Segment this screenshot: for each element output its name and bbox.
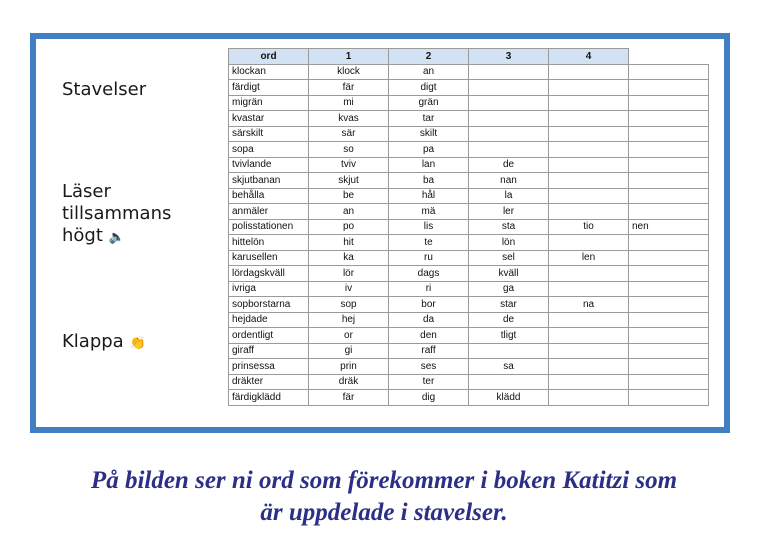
syllable-cell	[629, 343, 709, 359]
word-cell: särskilt	[229, 126, 309, 142]
word-cell: färdigklädd	[229, 390, 309, 406]
word-cell: lördagskväll	[229, 266, 309, 282]
syllable-cell: lis	[389, 219, 469, 235]
word-cell: skjutbanan	[229, 173, 309, 189]
table-row	[229, 173, 709, 189]
table-row	[229, 328, 709, 344]
syllable-cell: ru	[389, 250, 469, 266]
syllable-cell: ses	[389, 359, 469, 375]
syllable-cell: ter	[389, 374, 469, 390]
table-body	[229, 64, 709, 405]
syllable-cell	[629, 95, 709, 111]
table-row	[229, 80, 709, 96]
syllable-cell	[549, 188, 629, 204]
syllable-cell	[629, 142, 709, 158]
syllable-cell: tar	[389, 111, 469, 127]
syllable-cell: nen	[629, 219, 709, 235]
syllable-cell: lön	[469, 235, 549, 251]
syllable-cell: tio	[549, 219, 629, 235]
syllable-cell	[549, 343, 629, 359]
syllable-cell: fär	[309, 80, 389, 96]
syllable-cell: skilt	[389, 126, 469, 142]
syllable-cell	[629, 266, 709, 282]
syllable-cell	[629, 157, 709, 173]
word-cell: klockan	[229, 64, 309, 80]
syllable-cell: mä	[389, 204, 469, 220]
syllable-cell: raff	[389, 343, 469, 359]
word-cell: migrän	[229, 95, 309, 111]
syllable-cell	[629, 359, 709, 375]
syllable-cell	[469, 111, 549, 127]
word-cell: karusellen	[229, 250, 309, 266]
syllable-cell	[549, 266, 629, 282]
speaker-icon: 🔈	[108, 230, 126, 245]
word-cell: prinsessa	[229, 359, 309, 375]
table-row	[229, 235, 709, 251]
syllable-cell: klock	[309, 64, 389, 80]
syllable-cell: or	[309, 328, 389, 344]
syllable-cell	[549, 64, 629, 80]
syllable-cell: hit	[309, 235, 389, 251]
syllable-cell	[549, 390, 629, 406]
syllable-cell	[629, 312, 709, 328]
syllable-cell	[549, 157, 629, 173]
word-cell: sopborstarna	[229, 297, 309, 313]
label-klappa	[62, 331, 146, 355]
word-cell: sopa	[229, 142, 309, 158]
table-row	[229, 142, 709, 158]
syllable-cell	[549, 312, 629, 328]
syllable-cell: tviv	[309, 157, 389, 173]
table-row	[229, 266, 709, 282]
syllable-cell	[549, 359, 629, 375]
syllable-cell: klädd	[469, 390, 549, 406]
syllable-cell	[549, 235, 629, 251]
table-row	[229, 281, 709, 297]
syllable-cell	[629, 328, 709, 344]
label-laser-tillsammans	[62, 181, 171, 249]
syllable-cell	[469, 80, 549, 96]
word-cell: ordentligt	[229, 328, 309, 344]
syllable-cell	[549, 328, 629, 344]
syllable-cell: sa	[469, 359, 549, 375]
syllable-cell	[549, 142, 629, 158]
table-row	[229, 64, 709, 80]
word-cell: hittelön	[229, 235, 309, 251]
table-row	[229, 219, 709, 235]
image-frame	[30, 33, 730, 433]
syllable-cell	[629, 250, 709, 266]
syllable-cell: so	[309, 142, 389, 158]
syllable-cell: star	[469, 297, 549, 313]
syllable-cell	[549, 111, 629, 127]
table-row	[229, 204, 709, 220]
column-header-2: 2	[389, 49, 469, 65]
syllable-cell	[549, 126, 629, 142]
syllable-cell: skjut	[309, 173, 389, 189]
syllable-cell: ri	[389, 281, 469, 297]
syllable-cell	[629, 297, 709, 313]
syllable-cell: po	[309, 219, 389, 235]
label-stavelser	[62, 79, 146, 101]
label-klappa-text: Klappa	[62, 331, 124, 352]
syllable-cell: hej	[309, 312, 389, 328]
table-row	[229, 359, 709, 375]
syllable-cell	[629, 64, 709, 80]
syllable-cell: be	[309, 188, 389, 204]
word-cell: hejdade	[229, 312, 309, 328]
syllable-cell: digt	[389, 80, 469, 96]
syllable-cell: ba	[389, 173, 469, 189]
table-header-row	[229, 49, 709, 65]
word-cell: behålla	[229, 188, 309, 204]
syllable-cell: len	[549, 250, 629, 266]
syllable-cell	[549, 80, 629, 96]
syllable-cell	[549, 204, 629, 220]
word-cell: dräkter	[229, 374, 309, 390]
word-cell: tvivlande	[229, 157, 309, 173]
syllable-cell	[549, 173, 629, 189]
label-laser-line1: Läser	[62, 181, 111, 202]
label-laser-line2: tillsammans	[62, 203, 172, 224]
syllable-cell: ga	[469, 281, 549, 297]
syllable-cell	[629, 80, 709, 96]
syllable-cell	[549, 281, 629, 297]
caption-line2: är uppdelade i stavelser.	[260, 499, 508, 526]
syllable-cell: de	[469, 312, 549, 328]
syllable-cell	[629, 235, 709, 251]
column-header-5	[629, 49, 709, 65]
syllable-cell: an	[309, 204, 389, 220]
syllable-cell: kvas	[309, 111, 389, 127]
word-cell: ivriga	[229, 281, 309, 297]
column-header-1: 1	[309, 49, 389, 65]
syllable-cell: hål	[389, 188, 469, 204]
table-row	[229, 111, 709, 127]
syllable-cell: la	[469, 188, 549, 204]
column-header-3: 3	[469, 49, 549, 65]
syllable-cell	[629, 390, 709, 406]
syllable-cell: pa	[389, 142, 469, 158]
syllable-cell: grän	[389, 95, 469, 111]
syllable-cell	[469, 64, 549, 80]
syllable-cell	[549, 95, 629, 111]
caption-line1: På bilden ser ni ord som förekommer i boken Katitzi som	[90, 467, 678, 494]
label-stavelser-text: Stavelser	[62, 79, 147, 100]
syllable-cell: lör	[309, 266, 389, 282]
syllable-cell: de	[469, 157, 549, 173]
syllable-cell	[469, 343, 549, 359]
column-header-4: 4	[549, 49, 629, 65]
syllable-cell: na	[549, 297, 629, 313]
syllable-cell	[629, 111, 709, 127]
syllable-cell: nan	[469, 173, 549, 189]
syllable-cell: sta	[469, 219, 549, 235]
syllable-table	[228, 48, 709, 406]
table-row	[229, 250, 709, 266]
syllable-cell: dig	[389, 390, 469, 406]
caption	[0, 465, 768, 529]
column-header-word: ord	[229, 49, 309, 65]
syllable-cell: an	[389, 64, 469, 80]
table-row	[229, 312, 709, 328]
table-row	[229, 297, 709, 313]
word-cell: anmäler	[229, 204, 309, 220]
syllable-cell	[629, 204, 709, 220]
table-row	[229, 374, 709, 390]
syllable-cell	[469, 142, 549, 158]
table-row	[229, 188, 709, 204]
table-row	[229, 157, 709, 173]
clapping-hands-icon: 👏	[129, 336, 146, 351]
syllable-cell	[469, 95, 549, 111]
syllable-cell: dräk	[309, 374, 389, 390]
syllable-cell: bor	[389, 297, 469, 313]
table-row	[229, 390, 709, 406]
syllable-cell: ka	[309, 250, 389, 266]
syllable-cell	[629, 126, 709, 142]
word-cell: polisstationen	[229, 219, 309, 235]
syllable-cell: fär	[309, 390, 389, 406]
syllable-cell: gi	[309, 343, 389, 359]
syllable-cell: ler	[469, 204, 549, 220]
syllable-cell	[469, 374, 549, 390]
syllable-cell: te	[389, 235, 469, 251]
syllable-cell: da	[389, 312, 469, 328]
syllable-cell	[629, 374, 709, 390]
label-laser-line3: högt	[62, 225, 103, 246]
syllable-cell	[629, 173, 709, 189]
syllable-cell: mi	[309, 95, 389, 111]
syllable-cell: sop	[309, 297, 389, 313]
table-row	[229, 343, 709, 359]
syllable-cell: iv	[309, 281, 389, 297]
syllable-cell: sär	[309, 126, 389, 142]
syllable-cell: tligt	[469, 328, 549, 344]
syllable-cell	[549, 374, 629, 390]
syllable-cell	[629, 188, 709, 204]
syllable-cell: kväll	[469, 266, 549, 282]
table-row	[229, 95, 709, 111]
syllable-cell	[469, 126, 549, 142]
syllable-cell	[629, 281, 709, 297]
syllable-cell: prin	[309, 359, 389, 375]
word-cell: kvastar	[229, 111, 309, 127]
syllable-cell: den	[389, 328, 469, 344]
table-row	[229, 126, 709, 142]
syllable-cell: lan	[389, 157, 469, 173]
word-cell: giraff	[229, 343, 309, 359]
word-cell: färdigt	[229, 80, 309, 96]
syllable-cell: dags	[389, 266, 469, 282]
syllable-cell: sel	[469, 250, 549, 266]
